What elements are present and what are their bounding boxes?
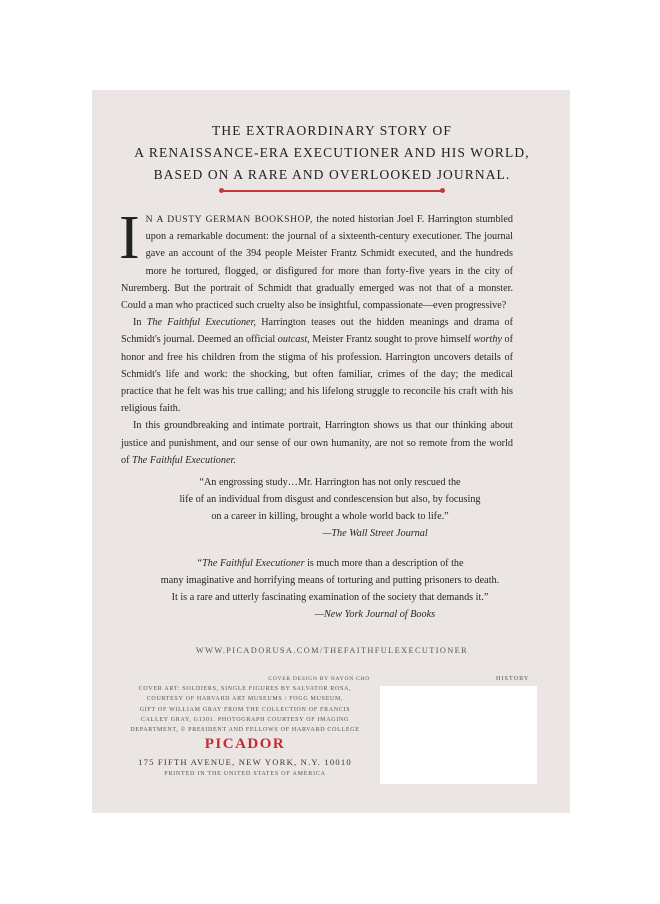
blurb-wsj [130, 474, 530, 542]
art-credit-2: COURTESY OF HARVARD ART MUSEUMS / FOGG MUSEUM, [146, 696, 344, 703]
blurb-nyjb-line-3: It is a rare and utterly fascinating examination of the society that demands it.” [171, 592, 489, 603]
art-credit-1: COVER ART: SOLDIERS, SINGLE FIGURES BY SALVATOR ROSA, [138, 686, 352, 693]
paragraph-1 [119, 204, 513, 314]
paragraph-2-intro: In [133, 317, 147, 329]
blurb-nyjb-line-1-text: is much more than a description of the [304, 558, 464, 569]
blurb-nyjb-source-text: —New York Journal of Books [314, 609, 436, 620]
headline-line-3: BASED ON A RARE AND OVERLOOKED JOURNAL. [153, 167, 511, 182]
art-credit-4: CALLEY GRAY, G1301. PHOTOGRAPH COURTESY OF IMAGING [140, 716, 350, 723]
printed-in: PRINTED IN THE UNITED STATES OF AMERICA [164, 771, 326, 777]
blurb-wsj-source-text: —The Wall Street Journal [322, 528, 428, 539]
drop-cap: I [119, 204, 140, 272]
book-title: The Faithful Executioner, [146, 317, 256, 329]
art-credit-3: GIFT OF WILLIAM GRAY FROM THE COLLECTION OF FRANCIS [139, 706, 351, 713]
paragraph-3-text: In this groundbreaking and intimate portrait, Harrington shows us that our thinking about justice and punishment, and our sense of our own humanity, are not so remote from the world of [121, 420, 513, 466]
publisher-address: 175 FIFTH AVENUE, NEW YORK, N.Y. 10010 [138, 757, 352, 767]
paragraph-2-part-c: of honor and free his children from the stigma of his profession. Harrington uncovers details of Schmidt's life and work: the shocking, but often familiar, crimes of the day; the medical practice that he felt was his true calling; and his lifelong struggle to reconcile his craft with his religious faith. [121, 334, 513, 415]
blurb-nyjb-title: “The Faithful Executioner [196, 558, 305, 569]
paragraph-1-text: the noted historian Joel F. Harrington stumbled upon a remarkable document: the journal of a sixteenth-century executioner. The journal gave an account of the 394 people Meister Frantz Schmidt executed, and the hundreds more he tortured, flogged, or disfigured for more than forty-five years in the city of Nuremberg. But the portrait of Schmidt that gradually emerged was not that of a monster. Could a man who practiced such cruelty also be insightful, compassionate—even progressive? [121, 214, 513, 312]
blurb-wsj-line-3: on a career in killing, brought a whole world back to life.” [211, 511, 449, 522]
publisher-url: WWW.PICADORUSA.COM/THEFAITHFULEXECUTIONER [195, 646, 469, 655]
emphasis-outcast: outcast, [277, 334, 310, 346]
art-credit-5: DEPARTMENT, © PRESIDENT AND FELLOWS OF HARVARD COLLEGE [130, 727, 360, 734]
barcode-area [380, 686, 537, 784]
paragraph-2-part-b: Meister Frantz sought to prove himself [309, 334, 474, 346]
red-divider [222, 190, 442, 192]
book-title-end: The Faithful Executioner. [132, 454, 236, 466]
publisher-logo: PICADOR [204, 736, 286, 752]
blurb-wsj-source [130, 525, 530, 542]
description [119, 204, 513, 469]
divider-dot-right [440, 188, 445, 193]
category-label: HISTORY [496, 675, 530, 682]
lead-in: N A DUSTY GERMAN BOOKSHOP, [145, 214, 314, 225]
headline-line-2: A RENAISSANCE-ERA EXECUTIONER AND HIS WORLD, [134, 145, 530, 160]
paragraph-3 [121, 417, 513, 469]
blurb-wsj-line-2: life of an individual from disgust and condescension but also, by focusing [179, 494, 481, 505]
emphasis-worthy: worthy [473, 334, 502, 346]
paragraph-2 [121, 314, 513, 417]
design-credit: COVER DESIGN BY NAYON CHO [268, 676, 370, 682]
headline-line-1: THE EXTRAORDINARY STORY OF [212, 123, 452, 138]
publisher-address-block [120, 756, 370, 780]
blurb-nyjb-line-1 [130, 555, 530, 572]
blurb-nyjb-source [130, 606, 530, 623]
cover-credits [120, 674, 370, 735]
paragraph-2-part-a: Harrington teases out the hidden meanings and drama of Schmidt's journal. Deemed an official [121, 317, 513, 346]
blurb-wsj-line-1: “An engrossing study…Mr. Harrington has not only rescued the [199, 477, 461, 488]
divider-dot-left [219, 188, 224, 193]
blurb-nyjb-line-2: many imaginative and horrifying means of torturing and putting prisoners to death. [160, 575, 500, 586]
headline [96, 120, 568, 186]
blurb-nyjb [130, 555, 530, 623]
